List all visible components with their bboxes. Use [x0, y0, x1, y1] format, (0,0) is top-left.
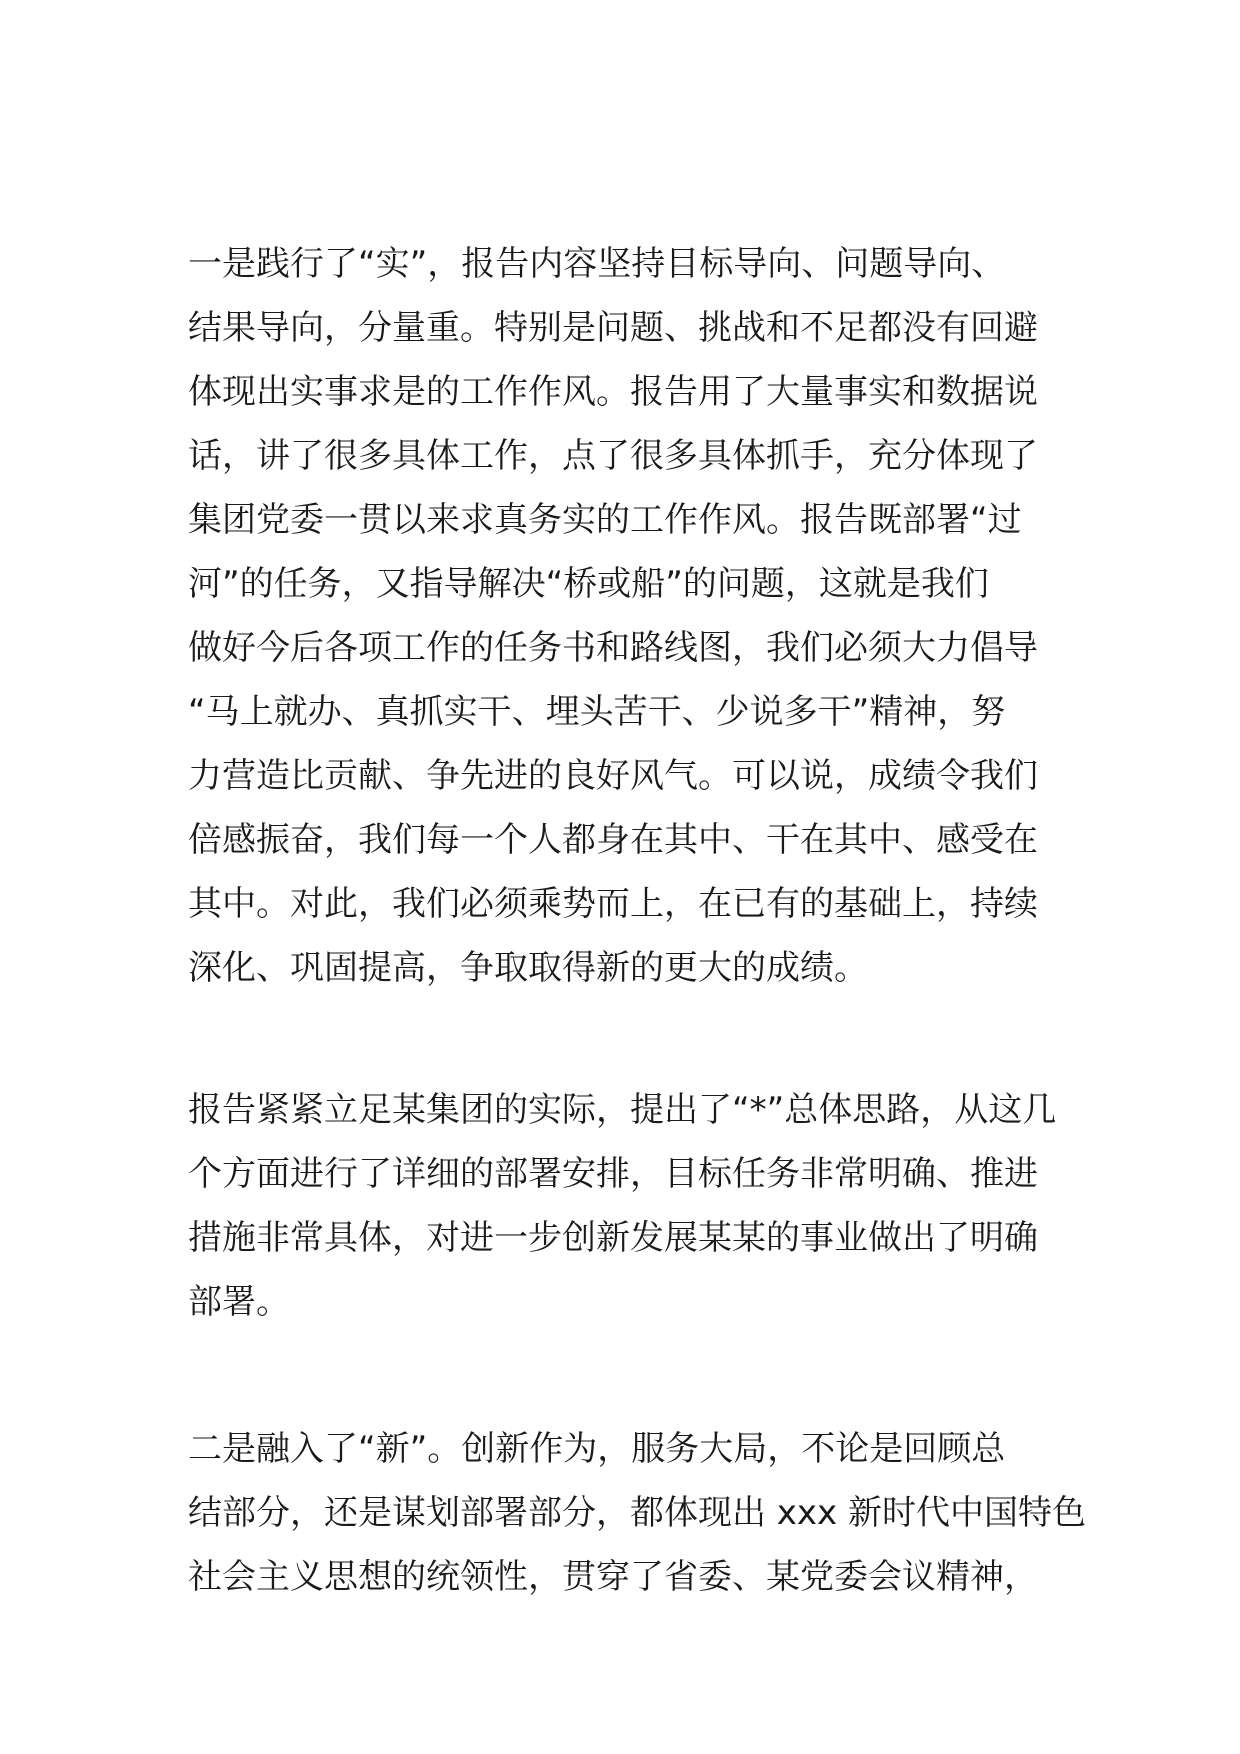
text-line: 部署。 — [188, 1282, 290, 1322]
text-line: 结部分，还是谋划部署部分，都体现出 xxx 新时代中国特色 — [188, 1493, 1086, 1533]
text-line: 结果导向，分量重。特别是问题、挑战和不足都没有回避 — [188, 308, 1038, 348]
paragraph-practice-substance — [188, 232, 1068, 1000]
text-line: 力营造比贡献、争先进的良好风气。可以说，成绩令我们 — [188, 756, 1038, 796]
paragraph-integrate-new — [188, 1417, 1086, 1609]
text-line: 话，讲了很多具体工作，点了很多具体抓手，充分体现了 — [188, 436, 1038, 476]
text-line: 做好今后各项工作的任务书和路线图，我们必须大力倡导 — [188, 628, 1038, 668]
text-line: 个方面进行了详细的部署安排，目标任务非常明确、推进 — [188, 1154, 1038, 1194]
text-line: 其中。对此，我们必须乘势而上，在已有的基础上，持续 — [188, 884, 1038, 924]
text-line: 河”的任务，又指导解决“桥或船”的问题，这就是我们 — [188, 564, 989, 604]
text-line: 倍感振奋，我们每一个人都身在其中、干在其中、感受在 — [188, 820, 1038, 860]
text-line: “马上就办、真抓实干、埋头苦干、少说多干”精神，努 — [188, 692, 1006, 732]
text-line: 体现出实事求是的工作作风。报告用了大量事实和数据说 — [188, 372, 1038, 412]
paragraph-report-deployment — [188, 1078, 1068, 1334]
text-line: 二是融入了“新”。创新作为，服务大局，不论是回顾总 — [188, 1429, 1006, 1469]
text-line: 报告紧紧立足某集团的实际，提出了“*”总体思路，从这几 — [188, 1090, 1057, 1130]
text-line: 一是践行了“实”，报告内容坚持目标导向、问题导向、 — [188, 244, 1006, 284]
text-line: 措施非常具体，对进一步创新发展某某的事业做出了明确 — [188, 1218, 1038, 1258]
text-line: 社会主义思想的统领性，贯穿了省委、某党委会议精神， — [188, 1557, 1038, 1597]
text-line: 集团党委一贯以来求真务实的工作作风。报告既部署“过 — [188, 500, 1022, 540]
text-line: 深化、巩固提高，争取取得新的更大的成绩。 — [188, 948, 868, 988]
